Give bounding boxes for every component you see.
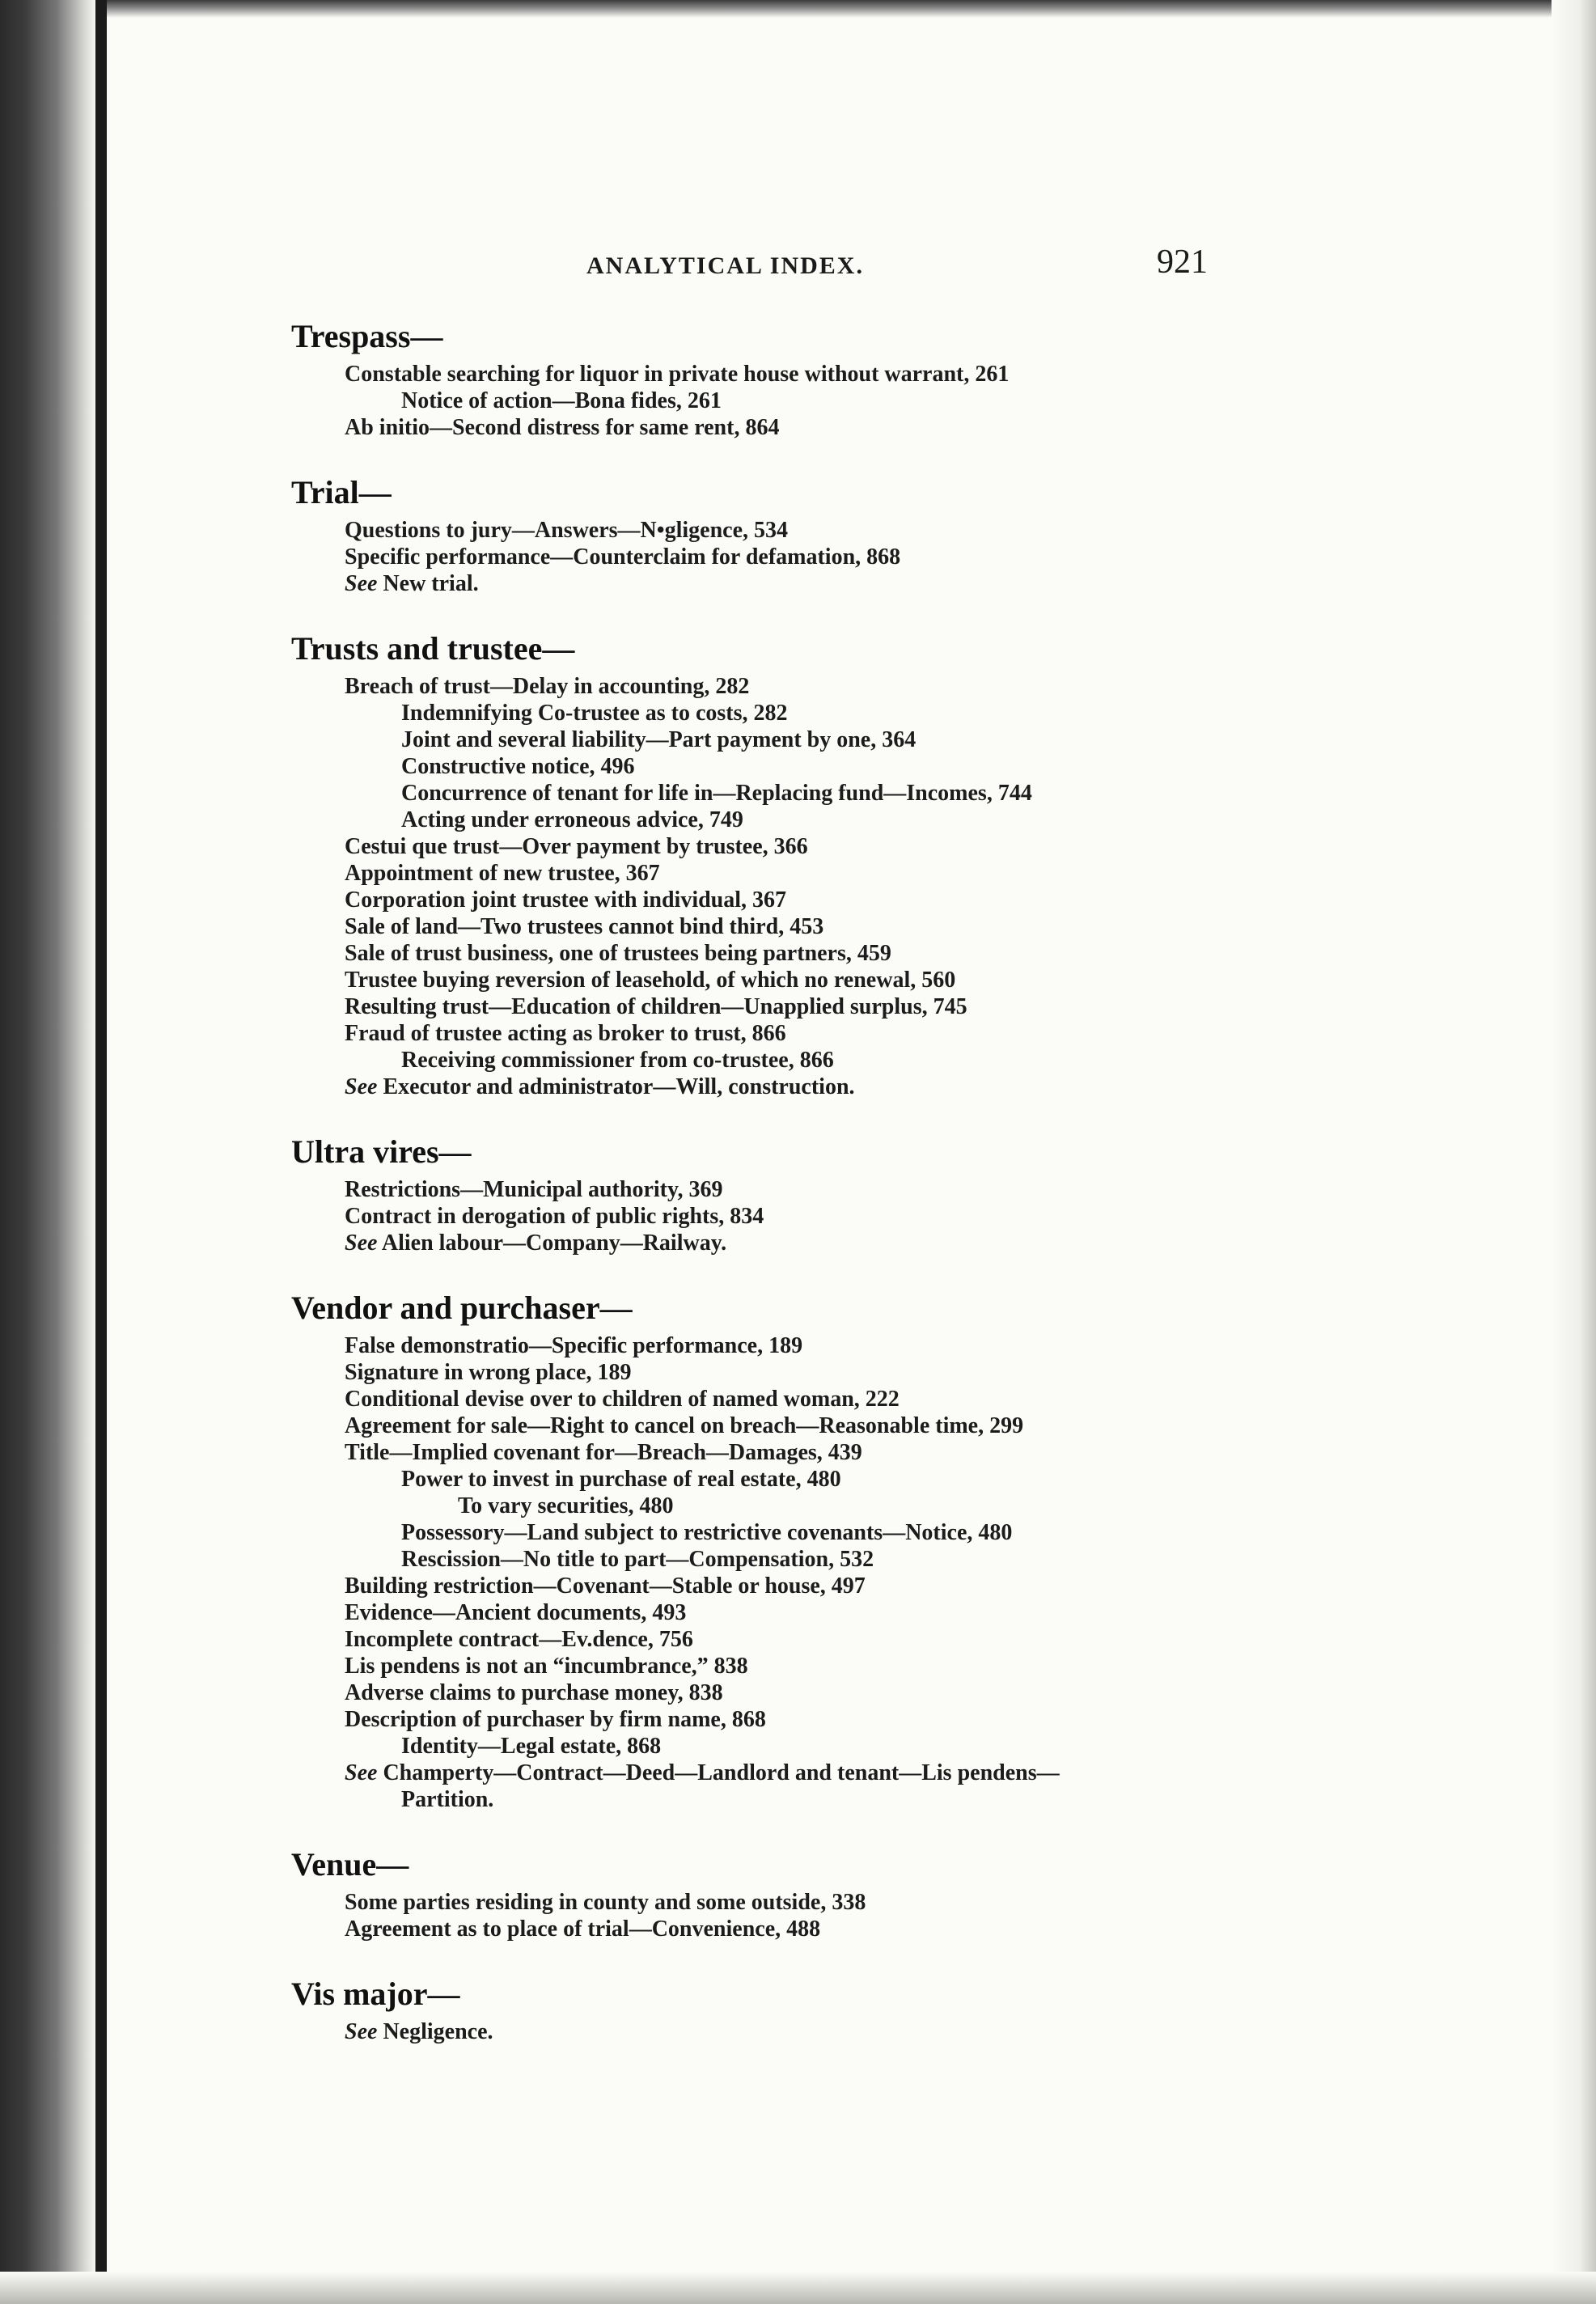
entry-heading: Venue—	[291, 1846, 409, 1883]
entry-line: Lis pendens is not an “incumbrance,” 838	[345, 1654, 748, 1679]
entry-line: Sale of trust business, one of trustees being partners, 459	[345, 941, 891, 966]
entry-line: Specific performance—Counterclaim for defamation, 868	[345, 544, 901, 570]
entry-heading: Trial—	[291, 474, 392, 510]
entry-heading: Vis major—	[291, 1976, 460, 2012]
entry-line: Agreement as to place of trial—Convenience, 488	[345, 1916, 821, 1942]
entry-line: Receiving commissioner from co-trustee, 866	[401, 1048, 834, 1073]
page-right-edge	[1552, 0, 1596, 2304]
entry-line: Incomplete contract—Ev.dence, 756	[345, 1627, 693, 1652]
page-binding-edge	[0, 0, 97, 2304]
see-word: See	[345, 2019, 378, 2044]
entry-line: Notice of action—Bona fides, 261	[401, 388, 722, 413]
entry-line	[291, 2018, 1262, 2045]
entry-line: Fraud of trustee acting as broker to trust, 866	[345, 1021, 786, 1046]
index-entry-vis-major	[291, 1973, 1262, 2045]
entry-line: Ab initio—Second distress for same rent, 864	[345, 415, 780, 440]
index-entry-trusts-and-trustee	[291, 628, 1262, 1100]
entry-line: Trustee buying reversion of leasehold, of which no renewal, 560	[345, 968, 956, 993]
page-number: 921	[1157, 244, 1208, 281]
index-entry-vendor-and-purchaser	[291, 1287, 1262, 1813]
entry-line: Identity—Legal estate, 868	[401, 1734, 662, 1759]
entry-line: Appointment of new trustee, 367	[345, 861, 660, 886]
entry-line: Agreement for sale—Right to cancel on breach—Reasonable time, 299	[345, 1413, 1024, 1438]
entry-line: Description of purchaser by firm name, 868	[345, 1707, 766, 1732]
entry-line	[291, 570, 1262, 597]
see-word: See	[345, 1074, 378, 1099]
entry-line: Partition.	[401, 1787, 494, 1812]
entry-line: Restrictions—Municipal authority, 369	[345, 1177, 723, 1202]
page-bottom-edge	[0, 2272, 1596, 2304]
entry-line: Signature in wrong place, 189	[345, 1360, 632, 1385]
entry-heading: Vendor and purchaser—	[291, 1290, 633, 1326]
entry-line: To vary securities, 480	[458, 1493, 674, 1518]
entry-line: Contract in derogation of public rights, 834	[345, 1204, 764, 1229]
entry-line: Cestui que trust—Over payment by trustee, 366	[345, 834, 808, 859]
index-entry-ultra-vires	[291, 1131, 1262, 1256]
index-entry-trespass	[291, 316, 1262, 441]
entry-line: False demonstratio—Specific performance, 189	[345, 1333, 803, 1358]
entry-line: Power to invest in purchase of real estate, 480	[401, 1467, 841, 1492]
entry-line: Corporation joint trustee with individual, 367	[345, 887, 787, 913]
see-reference: Negligence.	[377, 2019, 493, 2044]
entry-line: Constable searching for liquor in private house without warrant, 261	[345, 362, 1010, 387]
index-entry-trial	[291, 472, 1262, 597]
entry-line: Constructive notice, 496	[401, 754, 635, 779]
entry-line: Possessory—Land subject to restrictive covenants—Notice, 480	[401, 1520, 1013, 1545]
entry-line: Building restriction—Covenant—Stable or house, 497	[345, 1573, 866, 1599]
see-word: See	[345, 1760, 378, 1785]
entry-line: Adverse claims to purchase money, 838	[345, 1680, 723, 1705]
entry-line: Some parties residing in county and some outside, 338	[345, 1890, 866, 1915]
see-reference: New trial.	[377, 571, 479, 596]
entry-line	[291, 1760, 1262, 1786]
entry-line: Joint and several liability—Part payment by one, 364	[401, 727, 917, 752]
entry-line: Resulting trust—Education of children—Unapplied surplus, 745	[345, 994, 967, 1019]
running-head: ANALYTICAL INDEX.	[586, 252, 864, 279]
entry-line: Breach of trust—Delay in accounting, 282	[345, 674, 750, 699]
see-word: See	[345, 571, 378, 596]
entry-line: Rescission—No title to part—Compensation, 532	[401, 1547, 874, 1572]
entry-line: Acting under erroneous advice, 749	[401, 807, 743, 832]
entry-line: Title—Implied covenant for—Breach—Damages, 439	[345, 1440, 862, 1465]
see-reference: Executor and administrator—Will, construction.	[377, 1074, 855, 1099]
see-word: See	[345, 1230, 378, 1256]
entry-heading: Trusts and trustee—	[291, 630, 575, 667]
entry-line: Sale of land—Two trustees cannot bind third, 453	[345, 914, 824, 939]
entry-line: Evidence—Ancient documents, 493	[345, 1600, 687, 1625]
entry-line	[291, 1074, 1262, 1100]
see-reference: Alien labour—Company—Railway.	[377, 1230, 727, 1256]
entry-line: Conditional devise over to children of named woman, 222	[345, 1387, 900, 1412]
see-reference: Champerty—Contract—Deed—Landlord and tenant—Lis pendens—	[377, 1760, 1060, 1785]
entry-heading: Ultra vires—	[291, 1133, 472, 1170]
entry-line: Concurrence of tenant for life in—Replacing fund—Incomes, 744	[401, 781, 1032, 806]
index-entry-venue	[291, 1844, 1262, 1942]
index-body	[291, 316, 1262, 2076]
entry-line: Indemnifying Co-trustee as to costs, 282	[401, 701, 788, 726]
page-binding-line	[95, 0, 107, 2304]
entry-line: Questions to jury—Answers—N•gligence, 534	[345, 518, 788, 543]
entry-heading: Trespass—	[291, 318, 443, 354]
entry-line	[291, 1230, 1262, 1256]
page-top-edge	[0, 0, 1596, 18]
